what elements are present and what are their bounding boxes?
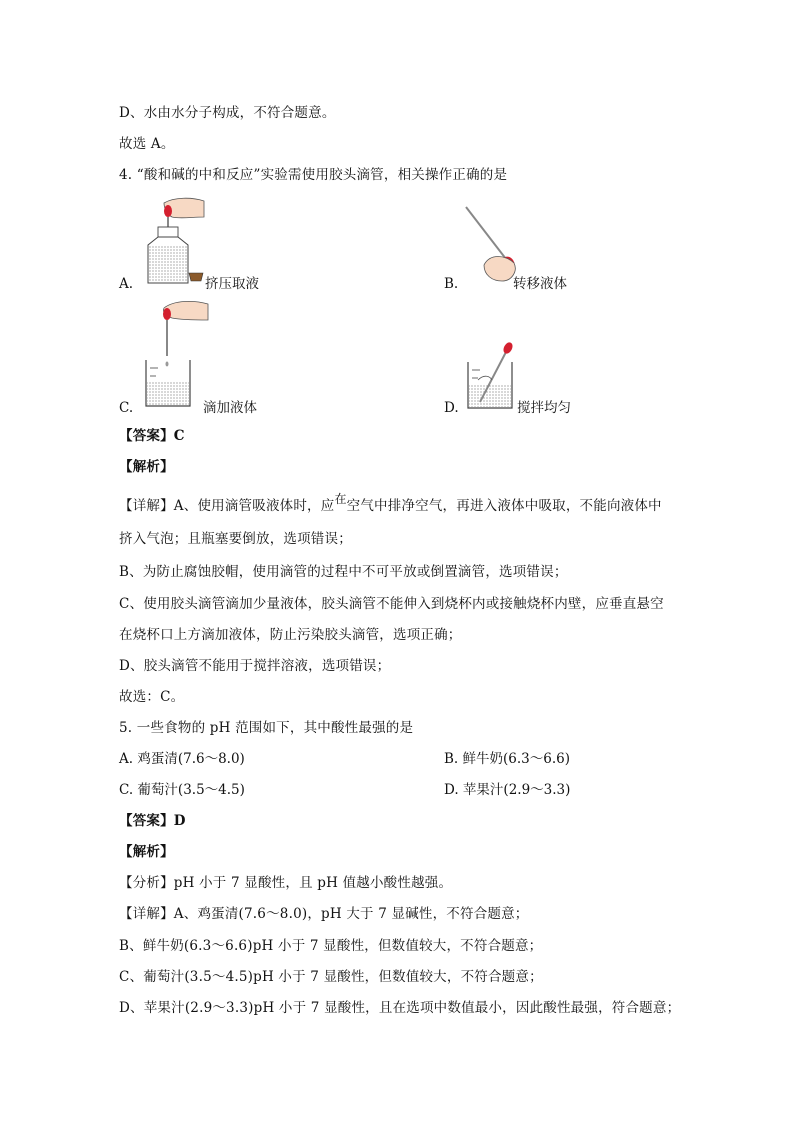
q5-detail-b: B、鲜牛奶(6.3～6.6)pH 小于 7 显酸性，但数值较大，不符合题意； — [119, 938, 543, 954]
q4-option-d-letter: D. — [444, 400, 459, 416]
q4-option-d-label: 搅拌均匀 — [517, 400, 571, 416]
q4-choose-text: 故选：C。 — [119, 689, 185, 705]
q5-detail-a: 【详解】A、鸡蛋清(7.6～8.0)，pH 大于 7 显碱性，不符合题意； — [119, 906, 529, 922]
q4-option-a-letter: A. — [119, 276, 134, 292]
q4-detail-5: 在烧杯口上方滴加液体，防止污染胶头滴管，选项正确； — [119, 627, 462, 643]
q4-detail-2: 挤入气泡；且瓶塞要倒放，选项错误； — [119, 531, 352, 547]
q4-stem: 4. “酸和碱的中和反应”实验需使用胶头滴管，相关操作正确的是 — [119, 167, 508, 183]
q4-detail-6: D、胶头滴管不能用于搅拌溶液，选项错误； — [119, 658, 391, 674]
q4-option-c-label: 滴加液体 — [203, 400, 257, 416]
q5-detail-c: C、葡萄汁(3.5～4.5)pH 小于 7 显酸性，但数值较大，不符合题意； — [119, 969, 543, 985]
q5-analysis: 【分析】pH 小于 7 显酸性，且 pH 值越小酸性越强。 — [119, 875, 453, 891]
q4-option-b-label: 转移液体 — [513, 276, 567, 292]
transfer-dropper-figure — [462, 205, 522, 285]
q4-detail-1: 【详解】A、使用滴管吸液体时，应在空气中排净空气，再进入液体中吸取，不能向液体中 — [119, 492, 662, 514]
q5-option-d: D. 苹果汁(2.9～3.3) — [444, 782, 571, 798]
drip-dropper-figure — [140, 298, 210, 414]
stir-dropper-figure — [462, 340, 522, 412]
q5-stem: 5. 一些食物的 pH 范围如下，其中酸性最强的是 — [119, 720, 414, 736]
q5-option-c: C. 葡萄汁(3.5～4.5) — [119, 782, 245, 798]
q3-choose-text: 故选 A。 — [119, 136, 175, 152]
q4-detail-4: C、使用胶头滴管滴加少量液体，胶头滴管不能伸入到烧杯内或接触烧杯内壁，应垂直悬空 — [119, 596, 664, 612]
stopper-icon — [188, 272, 204, 282]
q4-option-b-letter: B. — [444, 276, 459, 292]
q3-option-d-text: D、水由水分子构成，不符合题意。 — [119, 105, 336, 121]
q5-option-b: B. 鲜牛奶(6.3～6.6) — [444, 751, 570, 767]
q5-answer: 【答案】D — [119, 813, 186, 829]
q5-option-a: A. 鸡蛋清(7.6～8.0) — [119, 751, 245, 767]
q4-answer: 【答案】C — [119, 428, 185, 444]
q4-option-a-label: 挤压取液 — [205, 276, 259, 292]
q4-detail-3: B、为防止腐蚀胶帽，使用滴管的过程中不可平放或倒置滴管，选项错误； — [119, 564, 568, 580]
q5-analysis-heading: 【解析】 — [119, 844, 174, 860]
q4-analysis-heading: 【解析】 — [119, 459, 174, 475]
q4-option-c-letter: C. — [119, 400, 134, 416]
q5-detail-d: D、苹果汁(2.9～3.3)pH 小于 7 显酸性，且在选项中数值最小，因此酸性最强，符合题意； — [119, 1000, 681, 1016]
